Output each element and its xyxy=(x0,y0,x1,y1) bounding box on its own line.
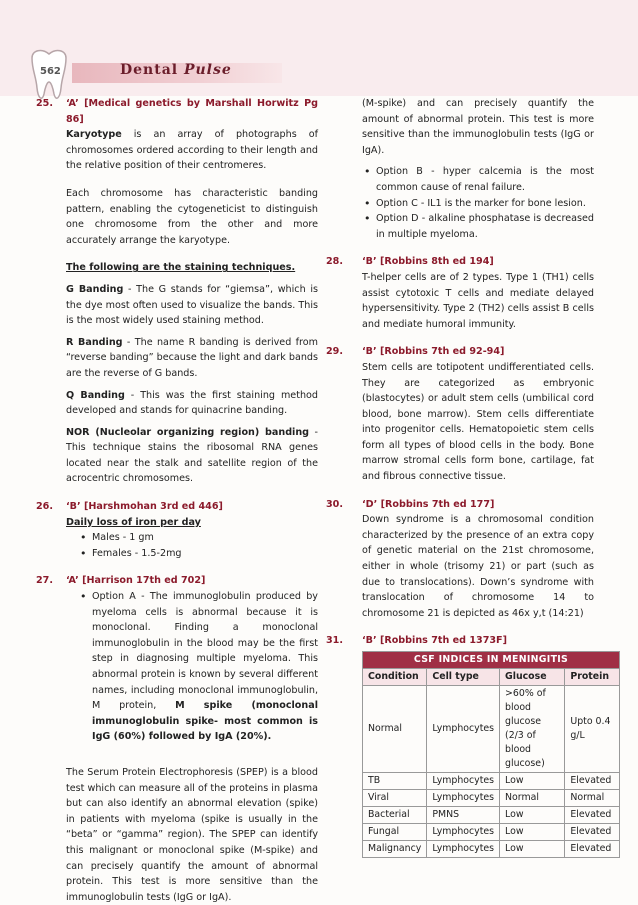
table-header-row xyxy=(363,669,620,686)
question-26 xyxy=(36,499,318,561)
answer-reference: ‘B’ [Robbins 7th ed 1373F] xyxy=(362,635,507,647)
option-a-list xyxy=(66,589,318,745)
question-number: 29. xyxy=(326,346,343,358)
th-cells-paragraph: T-helper cells are of 2 types. Type 1 (TH1) cells assist cytotoxic T cells and mediate delayed hypersensitivity. Type 2 (TH2) cells assist B cells and mediate humoral immunity. xyxy=(362,271,594,330)
table-caption: CSF INDICES IN MENINGITIS xyxy=(363,652,620,669)
column-header: Protein xyxy=(565,669,620,686)
column-header: Cell type xyxy=(427,669,500,686)
karyotype-paragraph: Karyotype is an array of photographs of chromosomes ordered according to their length and the relative position of their centromeres. xyxy=(66,129,318,172)
question-number: 30. xyxy=(326,498,343,510)
table-cell: Lymphocytes xyxy=(427,790,500,807)
question-25 xyxy=(36,96,318,487)
table-cell: Fungal xyxy=(363,824,427,841)
page-number: 562 xyxy=(40,66,61,77)
r-banding-paragraph: R Banding - The name R banding is derived from “reverse banding” because the light and dark bands are the reverse of G bands. xyxy=(66,336,318,379)
g-banding-paragraph: G Banding - The G stands for “giemsa”, which is the dye most often used to visualize the bands. This is the most widely used staining method. xyxy=(66,283,318,327)
table-cell: Elevated xyxy=(565,841,620,858)
list-item: • Option B - hyper calcemia is the most common cause of renal failure. xyxy=(364,164,594,195)
right-column xyxy=(326,96,612,858)
list-item: • Option A - The immunoglobulin produced by myeloma cells is abnormal because it is monoclonal. Finding a monoclonal immunoglobulin in the blood may be the first step in diagnosing multiple myeloma. This abnormal protein is known by several different names, including monoclonal immunoglobulin, M protein, M spike (monoclonal immunoglobulin spike- most common is IgG (60%) followed by IgA (20%). xyxy=(80,589,318,745)
table-cell: TB xyxy=(363,773,427,790)
table-cell: Upto 0.4 g/L xyxy=(565,686,620,773)
spep-paragraph: The Serum Protein Electrophoresis (SPEP) is a blood test which can measure all of the proteins in plasma but can also identify an abnormal elevation (spike) in patients with myeloma (spike is usually in the “beta” or “gamma” region). The SPEP can identify this malignant or monoclonal spike (M-spike) and can precisely quantify the amount of abnormal protein. This test is more sensitive than the immunoglobulin tests (IgG or IgA). xyxy=(66,766,318,903)
table-cell: Lymphocytes xyxy=(427,841,500,858)
question-27 xyxy=(36,573,318,903)
answer-reference: ‘B’ [Harshmohan 3rd ed 446] xyxy=(66,501,223,513)
left-column xyxy=(36,96,318,903)
table-cell: Normal xyxy=(363,686,427,773)
iron-loss-heading: Daily loss of iron per day xyxy=(66,516,201,528)
question-number: 26. xyxy=(36,501,53,513)
table-row xyxy=(363,824,620,841)
column-header: Glucose xyxy=(500,669,565,686)
question-number: 25. xyxy=(36,98,53,109)
question-number: 28. xyxy=(326,256,343,268)
question-27-continued xyxy=(326,96,594,242)
table-cell: Elevated xyxy=(565,807,620,824)
list-item: • Option D - alkaline phosphatase is decreased in multiple myeloma. xyxy=(364,211,594,242)
banding-paragraph: Each chromosome has characteristic banding pattern, enabling the cytogeneticist to distinguish one chromosome from the other and more accurately arrange the karyotype. xyxy=(66,187,318,246)
question-28 xyxy=(326,254,594,332)
table-row xyxy=(363,686,620,773)
table-row xyxy=(363,773,620,790)
table-cell: Viral xyxy=(363,790,427,807)
table-cell: Low xyxy=(500,841,565,858)
table-row xyxy=(363,841,620,858)
table-cell: Normal xyxy=(500,790,565,807)
options-list xyxy=(362,164,594,242)
spep-continued: (M-spike) and can precisely quantify the amount of abnormal protein. This test is more sensitive than the immunoglobulin tests (IgG or IgA). xyxy=(362,98,594,156)
answer-reference: ‘A’ [Medical genetics by Marshall Horwitz Pg 86] xyxy=(66,98,318,125)
table-cell: Low xyxy=(500,807,565,824)
question-31 xyxy=(326,633,612,858)
question-number: 27. xyxy=(36,575,53,587)
table-cell: Malignancy xyxy=(363,841,427,858)
list-item: • Option C - IL1 is the marker for bone lesion. xyxy=(364,196,594,212)
table-cell: Low xyxy=(500,824,565,841)
table-cell: >60% of blood glucose (2/3 of blood glucose) xyxy=(500,686,565,773)
nor-banding-paragraph: NOR (Nucleolar organizing region) banding - This technique stains the ribosomal RNA genes located near the stalk and satellite region of the acrocentric chromosomes. xyxy=(66,426,318,485)
down-syndrome-paragraph: Down syndrome is a chromosomal condition characterized by the presence of an extra copy of genetic material on the 21st chromosome, either in whole (trisomy 21) or part (such as due to translocations). Down’s syndrome with translocation of chromosome 14 to chromosome 21 is depicted as 46x y,t (14:21) xyxy=(362,514,594,619)
table-cell: Elevated xyxy=(565,773,620,790)
table-cell: PMNS xyxy=(427,807,500,824)
staining-heading: The following are the staining techniques. xyxy=(66,262,296,274)
table-row xyxy=(363,790,620,807)
journal-title: Dental Pulse xyxy=(120,62,232,78)
answer-reference: ‘A’ [Harrison 17th ed 702] xyxy=(66,575,206,587)
table-cell: Normal xyxy=(565,790,620,807)
table-cell: Low xyxy=(500,773,565,790)
answer-reference: ‘B’ [Robbins 7th ed 92-94] xyxy=(362,346,505,358)
table-cell: Lymphocytes xyxy=(427,773,500,790)
table-cell: Lymphocytes xyxy=(427,824,500,841)
list-item: • Males - 1 gm xyxy=(80,530,318,546)
stem-cells-paragraph: Stem cells are totipotent undifferentiated cells. They are categorized as embryonic (blastocytes) or adult stem cells (umbilical cord blood, bone marrow). Stem cells differentiate into progenitor cells. Hematopoietic stem cells form all types of blood cells in the body. Bone marrow stromal cells form bone, cartilage, fat and fibrous connective tissue. xyxy=(362,361,594,483)
column-header: Condition xyxy=(363,669,427,686)
list-item: • Females - 1.5-2mg xyxy=(80,546,318,562)
table-row xyxy=(363,807,620,824)
question-number: 31. xyxy=(326,635,343,647)
table-cell: Bacterial xyxy=(363,807,427,824)
q-banding-paragraph: Q Banding - This was the first staining method developed and stands for quinacrine banding. xyxy=(66,389,318,417)
table-cell: Elevated xyxy=(565,824,620,841)
iron-loss-list xyxy=(66,530,318,561)
question-29 xyxy=(326,344,594,484)
csf-indices-table xyxy=(362,651,620,858)
question-30 xyxy=(326,497,594,622)
table-cell: Lymphocytes xyxy=(427,686,500,773)
answer-reference: ‘B’ [Robbins 8th ed 194] xyxy=(362,256,494,268)
answer-reference: ‘D’ [Robbins 7th ed 177] xyxy=(362,498,495,510)
